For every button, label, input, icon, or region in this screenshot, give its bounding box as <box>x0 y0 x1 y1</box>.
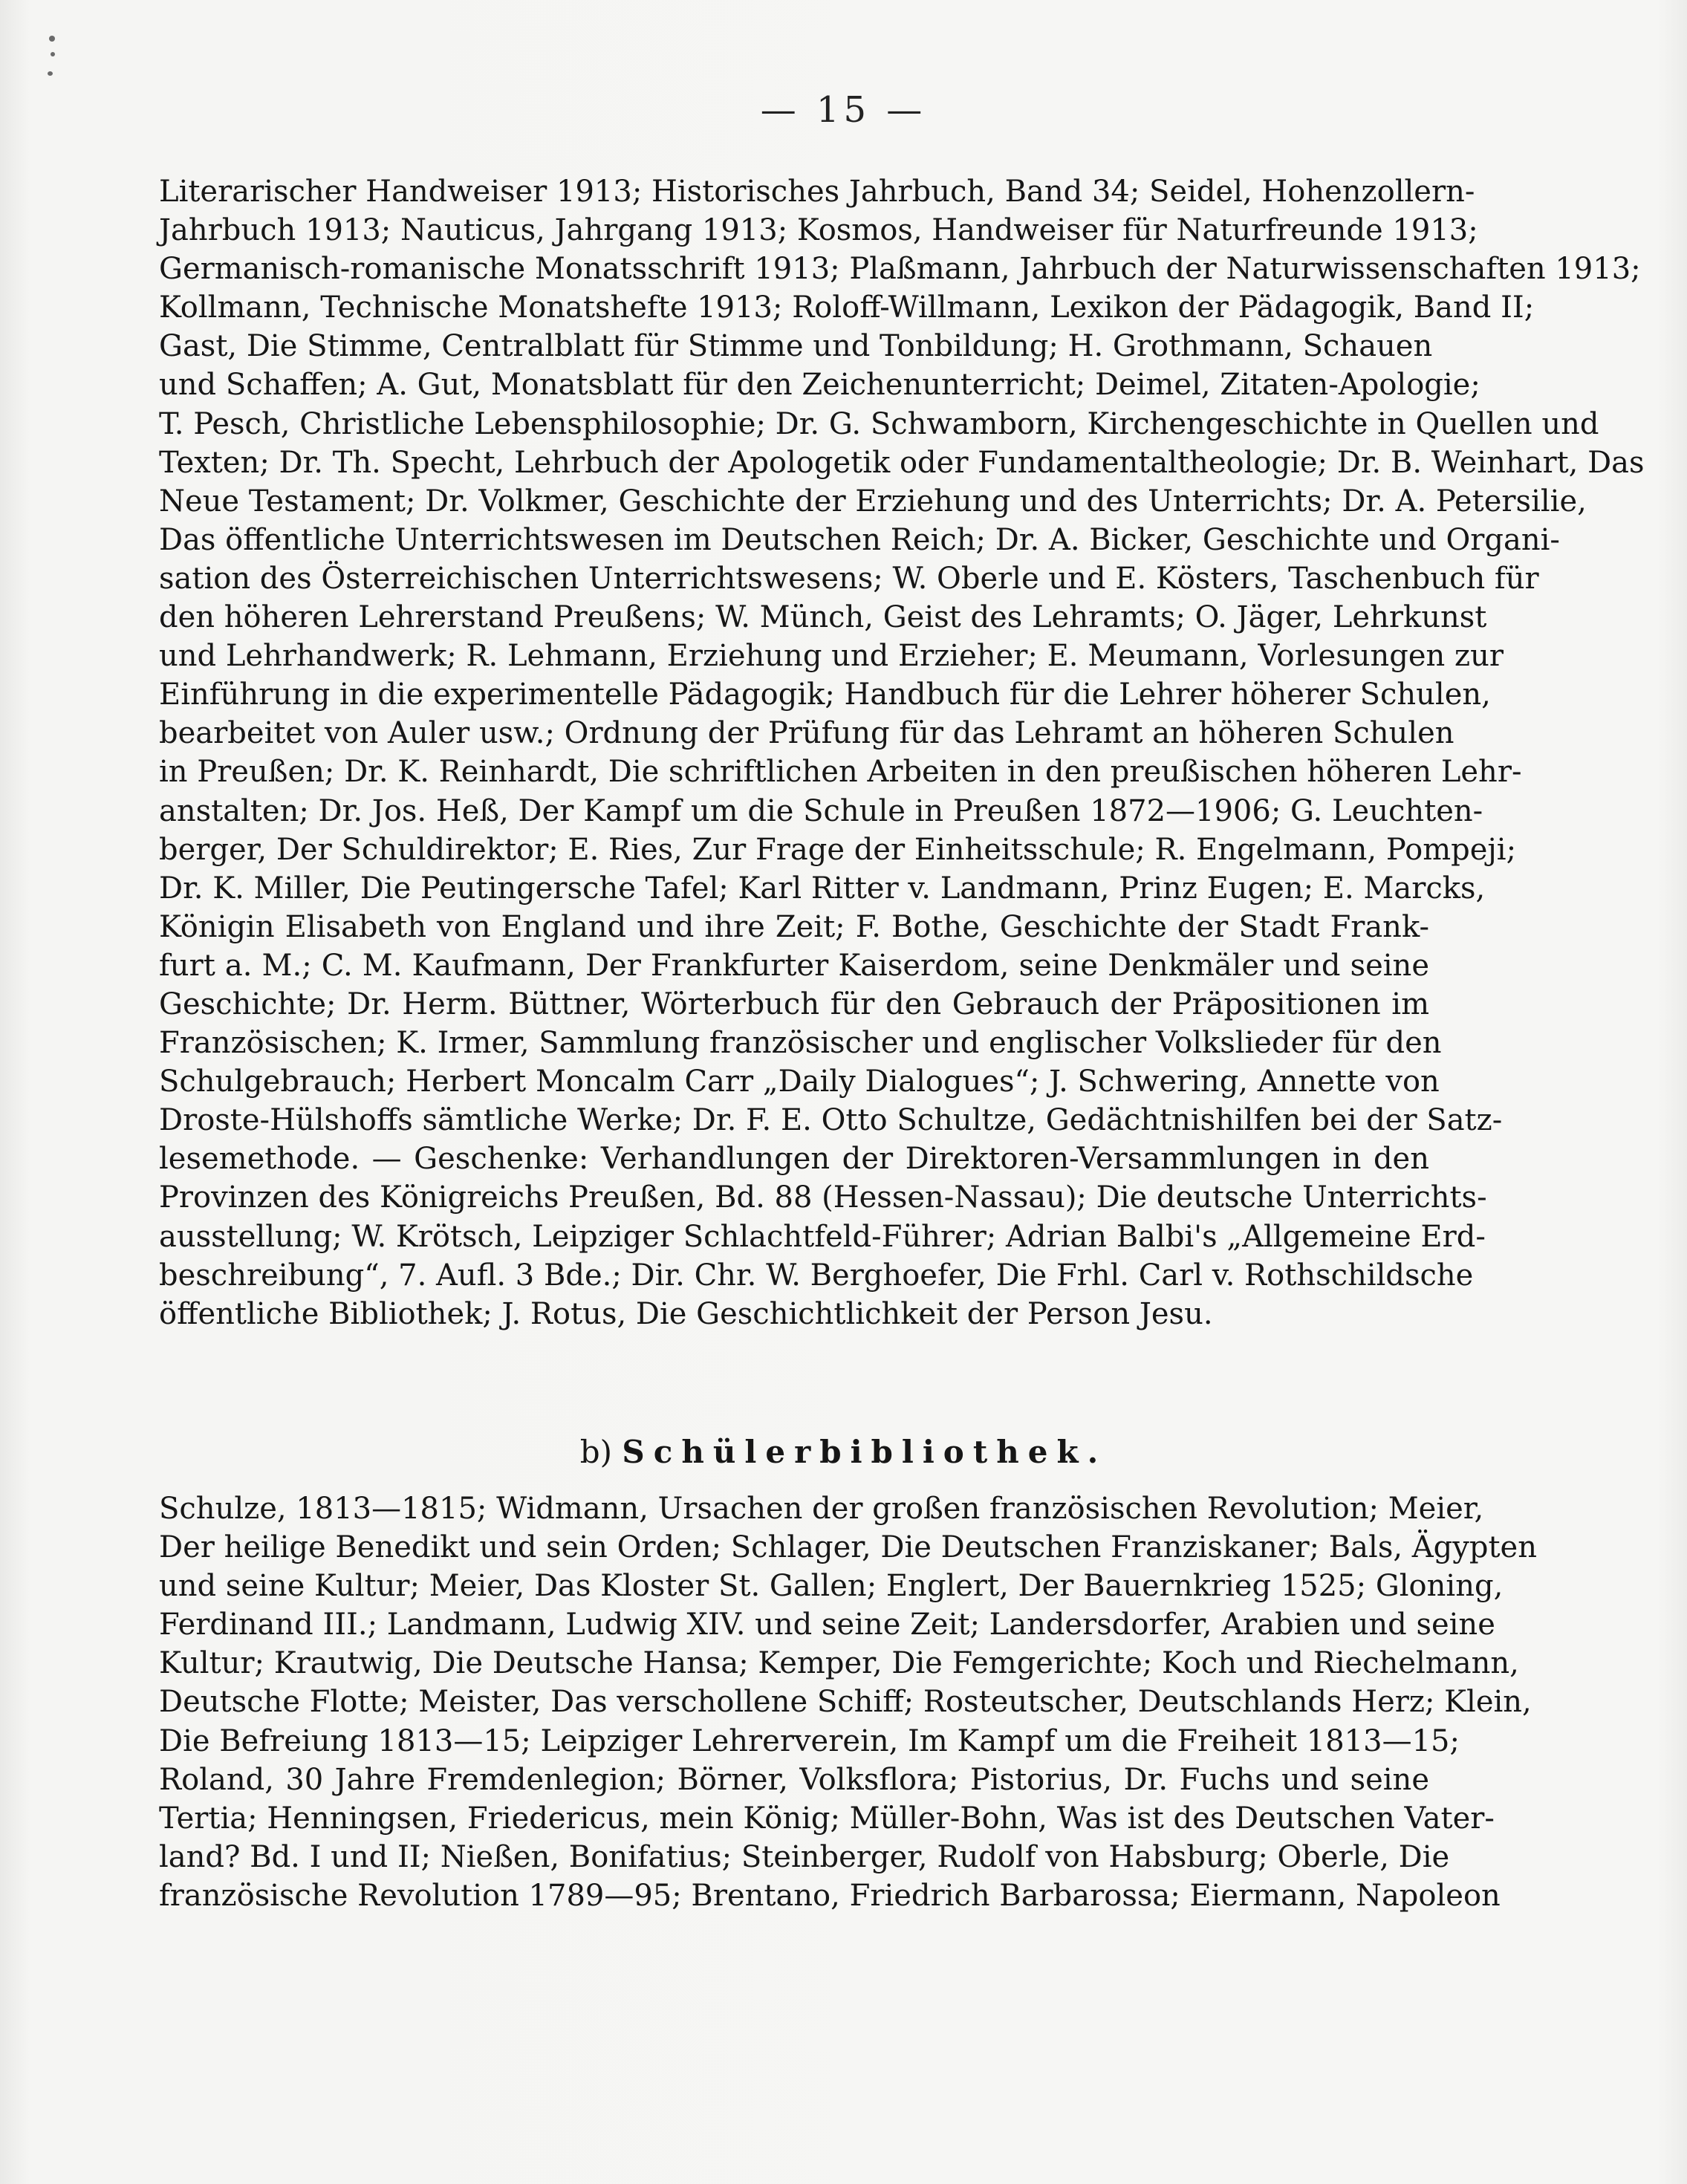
text-line: ausstellung; W. Krötsch, Leipziger Schlachtfeld-Führer; Adrian Balbi's „Allgemeine Erd- <box>159 1219 1486 1254</box>
text-line: Kollmann, Technische Monatshefte 1913; Roloff-Willmann, Lexikon der Pädagogik, Band II; <box>159 290 1535 325</box>
text-line: Geschichte; Dr. Herm. Büttner, Wörterbuch für den Gebrauch der Präpositionen im <box>159 987 1429 1021</box>
text-line: Ferdinand III.; Landmann, Ludwig XIV. und seine Zeit; Landersdorfer, Arabien und seine <box>159 1608 1495 1642</box>
text-line: Die Befreiung 1813—15; Leipziger Lehrerverein, Im Kampf um die Freiheit 1813—15; <box>159 1723 1460 1758</box>
text-line: Texten; Dr. Th. Specht, Lehrbuch der Apologetik oder Fundamentaltheologie; Dr. B. Weinhart, Das <box>159 445 1645 480</box>
text-line: in Preußen; Dr. K. Reinhardt, Die schriftlichen Arbeiten in den preußischen höheren Lehr- <box>159 755 1522 790</box>
text-line: Französischen; K. Irmer, Sammlung französischer und englischer Volkslieder für den <box>159 1026 1442 1061</box>
text-line: Einführung in die experimentelle Pädagogik; Handbuch für die Lehrer höherer Schulen, <box>159 677 1491 712</box>
text-line: Roland, 30 Jahre Fremdenlegion; Börner, Volksflora; Pistorius, Dr. Fuchs und seine <box>159 1762 1429 1797</box>
text-line: beschreibung“, 7. Aufl. 3 Bde.; Dir. Chr. W. Berghoefer, Die Frhl. Carl v. Rothschildsche <box>159 1258 1474 1293</box>
page-number: — 15 — <box>760 89 927 131</box>
text-line: sation des Österreichischen Unterrichtswesens; W. Oberle und E. Kösters, Taschenbuch für <box>159 561 1539 596</box>
text-line: Gast, Die Stimme, Centralblatt für Stimme und Tonbildung; H. Grothmann, Schauen <box>159 329 1433 364</box>
text-line: öffentliche Bibliothek; J. Rotus, Die Geschichtlichkeit der Person Jesu. <box>159 1296 1213 1331</box>
text-line: Tertia; Henningsen, Friedericus, mein König; Müller-Bohn, Was ist des Deutschen Vater- <box>159 1801 1495 1836</box>
text-line: Germanisch-romanische Monatsschrift 1913; Plaßmann, Jahrbuch der Naturwissenschaften 1913; <box>159 252 1641 287</box>
text-line: französische Revolution 1789—95; Brentano, Friedrich Barbarossa; Eiermann, Napoleon <box>159 1878 1501 1913</box>
text-line: T. Pesch, Christliche Lebensphilosophie; Dr. G. Schwamborn, Kirchengeschichte in Quellen und <box>159 406 1599 441</box>
text-line: anstalten; Dr. Jos. Heß, Der Kampf um die Schule in Preußen 1872—1906; G. Leuchten- <box>159 793 1483 828</box>
text-line: und Lehrhandwerk; R. Lehmann, Erziehung und Erzieher; E. Meumann, Vorlesungen zur <box>159 639 1504 674</box>
section-heading-title: Schülerbibliothek. <box>622 1434 1108 1470</box>
text-line: Deutsche Flotte; Meister, Das verschollene Schiff; Rosteutscher, Deutschlands Herz; Klein, <box>159 1685 1532 1720</box>
text-line: bearbeitet von Auler usw.; Ordnung der Prüfung für das Lehramt an höheren Schulen <box>159 716 1454 751</box>
margin-specks <box>49 36 59 88</box>
text-line: Neue Testament; Dr. Volkmer, Geschichte der Erziehung und des Unterrichts; Dr. A. Petersilie, <box>159 484 1587 519</box>
text-line: Kultur; Krautwig, Die Deutsche Hansa; Kemper, Die Femgerichte; Koch und Riechelmann, <box>159 1646 1519 1681</box>
text-line: den höheren Lehrerstand Preußens; W. Münch, Geist des Lehramts; O. Jäger, Lehrkunst <box>159 600 1487 635</box>
section-heading <box>0 1430 1687 1475</box>
text-line: Provinzen des Königreichs Preußen, Bd. 88 (Hessen-Nassau); Die deutsche Unterrichts- <box>159 1180 1487 1215</box>
text-line: Schulgebrauch; Herbert Moncalm Carr „Daily Dialogues“; J. Schwering, Annette von <box>159 1065 1440 1099</box>
text-line: berger, Der Schuldirektor; E. Ries, Zur Frage der Einheitsschule; R. Engelmann, Pompeji; <box>159 832 1517 867</box>
student-library-paragraph <box>159 1489 1537 1915</box>
section-heading-prefix: b) <box>579 1434 613 1470</box>
text-line: Königin Elisabeth von England und ihre Zeit; F. Bothe, Geschichte der Stadt Frank- <box>159 909 1429 944</box>
text-line: furt a. M.; C. M. Kaufmann, Der Frankfurter Kaiserdom, seine Denkmäler und seine <box>159 948 1429 983</box>
text-line: Jahrbuch 1913; Nauticus, Jahrgang 1913; Kosmos, Handweiser für Naturfreunde 1913; <box>159 213 1478 248</box>
text-line: lesemethode. — Geschenke: Verhandlungen der Direktoren-Versammlungen in den <box>159 1142 1429 1177</box>
text-line: Dr. K. Miller, Die Peutingersche Tafel; Karl Ritter v. Landmann, Prinz Eugen; E. Marcks, <box>159 871 1486 906</box>
text-line: land? Bd. I und II; Nießen, Bonifatius; Steinberger, Rudolf von Habsburg; Oberle, Die <box>159 1839 1450 1874</box>
text-line: und Schaffen; A. Gut, Monatsblatt für den Zeichenunterricht; Deimel, Zitaten-Apologie; <box>159 368 1480 403</box>
library-list-paragraph <box>159 172 1645 1333</box>
text-line: Der heilige Benedikt und sein Orden; Schlager, Die Deutschen Franziskaner; Bals, Ägypten <box>159 1530 1537 1565</box>
text-line: Droste-Hülshoffs sämtliche Werke; Dr. F. E. Otto Schultze, Gedächtnishilfen bei der Satz- <box>159 1103 1503 1138</box>
text-line: Schulze, 1813—1815; Widmann, Ursachen der großen französischen Revolution; Meier, <box>159 1492 1484 1526</box>
text-line: Das öffentliche Unterrichtswesen im Deutschen Reich; Dr. A. Bicker, Geschichte und Organi- <box>159 522 1560 557</box>
text-line: und seine Kultur; Meier, Das Kloster St. Gallen; Englert, Der Bauernkrieg 1525; Gloning, <box>159 1569 1504 1604</box>
text-line: Literarischer Handweiser 1913; Historisches Jahrbuch, Band 34; Seidel, Hohenzollern- <box>159 175 1475 209</box>
